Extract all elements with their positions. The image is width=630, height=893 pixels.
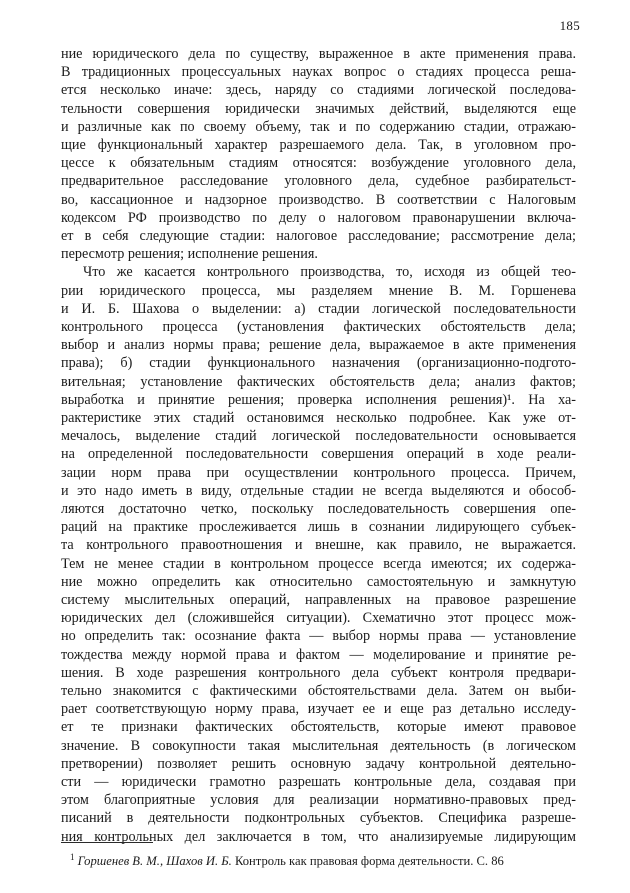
text-line: этом благоприятные условия для реализации нормативно-правовых пред- [61, 792, 576, 809]
text-line: предварительное расследование уголовного дела, судебное разбирательст- [61, 173, 576, 190]
text-line: ние юридического дела по существу, выраженное в акте применения права. [61, 46, 576, 62]
text-line: шения. В ходе разрешения контрольного дела субъект контроля предвари- [61, 664, 576, 681]
text-line: вительная; установление фактических обстоятельств дела; анализ фактов; [61, 373, 576, 390]
text-line: тельно знакомится с фактическими обстоятельствами дела. Затем он выби- [61, 683, 576, 699]
text-line: рает соответствующую норму права, изучает ее и еще раз детально исследу- [61, 701, 576, 718]
text-line: и И. Б. Шахова о выделении: а) стадии логической последовательности [61, 300, 576, 317]
text-line: на определенной последовательности совершения операций в ходе реали- [61, 446, 576, 463]
text-line: цессе к обязательным стадиям относятся: возбуждение уголовного дела, [61, 155, 576, 172]
text-line: рактеристике этих стадий остановимся несколько подробнее. Как уже от- [61, 410, 576, 426]
text-line: тельности совершения юридически значимых действий, выделяются еще [61, 100, 576, 117]
text-line: рии юридического процесса, мы разделяем мнение В. М. Горшенева [61, 282, 576, 299]
footnote [70, 853, 580, 869]
text-line: тождества между нормой права и фактом — моделирование и принятие ре- [61, 646, 576, 663]
text-line: ется несколько иначе: здесь, наряду со стадиями логической последова- [61, 82, 576, 99]
text-line: контрольного процесса (установления фактических обстоятельств дела; [61, 319, 576, 335]
text-line: щие функциональный характер разрешаемого дела. Так, в уголовном про- [61, 137, 576, 153]
text-line: и различные как по своему объему, так и по содержанию стадии, отражаю- [61, 118, 576, 135]
text-line: выбор и анализ нормы права; решение дела, выражаемое в акте применения [61, 337, 576, 354]
text-line: выработка и принятие решения; проверка исполнения решения)¹. На ха- [61, 391, 576, 408]
text-line: но определить так: осознание факта — выбор нормы права — установление [61, 628, 576, 645]
text-line: раций на практике прослеживается лишь в сознании лидирующего субъек- [61, 519, 576, 536]
text-line: ет те признаки фактических обстоятельств, которые имеют правовое [61, 719, 576, 736]
text-line: и это надо иметь в виду, отдельные стадии не всегда выделяются и обособ- [61, 482, 576, 499]
text-line: претворении) позволяет решить основную задачу контрольной деятельно- [61, 755, 576, 772]
text-line: права); б) стадии функционального назначения (организационно-подгото- [61, 355, 576, 372]
footnote-marker: 1 [70, 851, 75, 862]
footnote-divider [61, 842, 153, 843]
footnote-authors: Горшенев В. М., Шахов И. Б. [77, 854, 232, 868]
text-line: ет в себя следующие стадии: налоговое расследование; рассмотрение дела; [61, 228, 576, 244]
text-line: В традиционных процессуальных науках вопрос о стадиях процесса реша- [61, 64, 576, 81]
text-line: ния контрольных дел заключается в том, что анализируемые лидирующим [61, 828, 576, 845]
text-line: ляются достаточно четко, поскольку последовательность совершения опе- [61, 501, 576, 517]
text-line: юридических дел (сложившейся ситуации). Схематично этот процесс мож- [61, 610, 576, 627]
footnote-text: Контроль как правовая форма деятельности. С. 86 [231, 854, 504, 868]
text-line: Что же касается контрольного производства, то, исходя из общей тео- [83, 264, 576, 281]
text-line: значение. В совокупности такая мыслительная деятельность (в логическом [61, 737, 576, 754]
text-line: во, кассационное и надзорное производство. В соответствии с Налоговым [61, 191, 576, 208]
text-line: пересмотр решения; исполнение решения. [61, 246, 318, 263]
page-number: 185 [559, 18, 580, 33]
text-line: писаний в деятельности подконтрольных субъектов. Специфика разреше- [61, 810, 576, 827]
text-line: кодексом РФ производство по делу о налоговом правонарушении включа- [61, 209, 576, 226]
text-line: та контрольного правоотношения и внешне, как правило, не выражается. [61, 537, 576, 554]
text-line: зации норм права при осуществлении контрольного процесса. Причем, [61, 464, 576, 481]
text-line: систему мыслительных операций, направленных на правовое разрешение [61, 592, 576, 608]
text-line: Тем не менее стадии в контрольном процессе всегда имеются; их содержа- [61, 555, 576, 572]
text-line: мечалось, выделение стадий логической последовательности основывается [61, 428, 576, 445]
text-line: ние можно определить как относительно самостоятельную и замкнутую [61, 573, 576, 590]
text-line: сти — юридически грамотно разрешать контрольные дела, создавая при [61, 774, 576, 790]
